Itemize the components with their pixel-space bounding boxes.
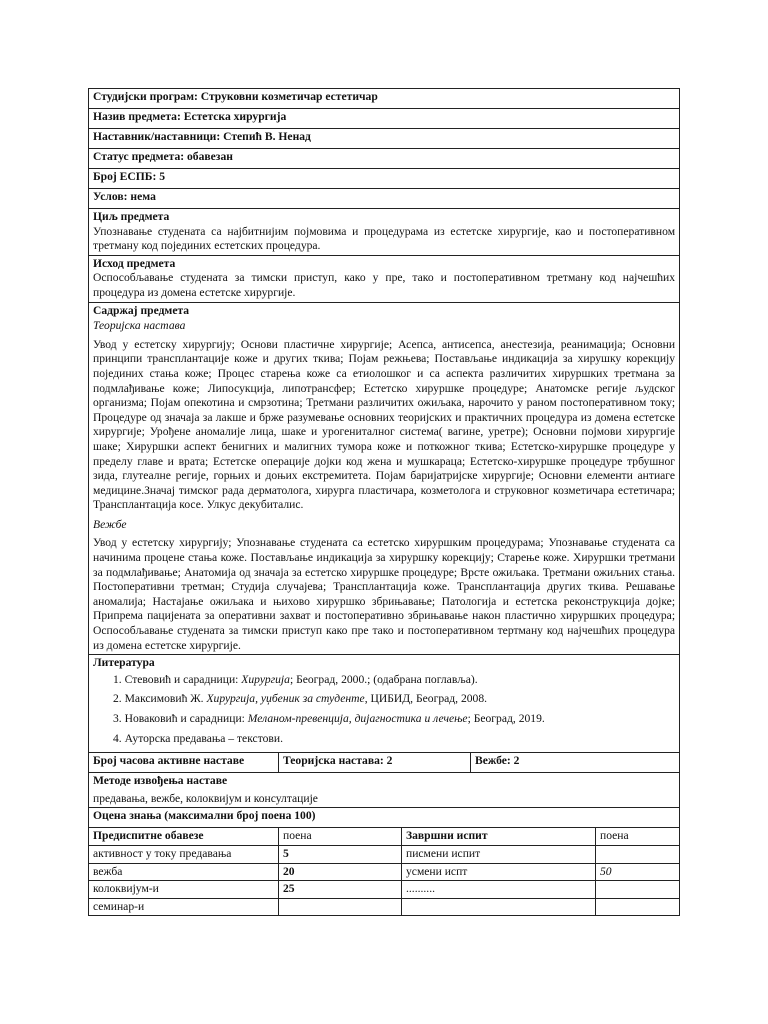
course-goal-section xyxy=(89,209,680,256)
ects-credits: Број ЕСПБ: 5 xyxy=(89,169,680,189)
pre-exam-points: 20 xyxy=(279,863,402,881)
exercise-hours: Вежбе: 2 xyxy=(471,753,680,773)
literature-item: 4. Ауторска предавања – текстови. xyxy=(113,731,283,745)
pre-exam-item: семинар-и xyxy=(89,898,279,916)
final-exam-item: усмени испт xyxy=(402,863,596,881)
course-outcome-heading: Исход предмета xyxy=(93,256,176,270)
final-exam-item xyxy=(402,898,596,916)
literature-item: 2. Максимовић Ж. Хирургија, уџбеник за студенте, ЦИБИД, Београд, 2008. xyxy=(113,692,488,706)
course-outcome-section xyxy=(89,255,680,302)
pre-exam-points: 25 xyxy=(279,881,402,899)
course-content-section xyxy=(89,302,680,655)
grading-heading: Оцена знања (максимални број поена 100) xyxy=(89,808,680,828)
pre-exam-item: вежба xyxy=(89,863,279,881)
final-exam-points xyxy=(596,881,680,899)
pre-exam-points xyxy=(279,898,402,916)
course-syllabus xyxy=(88,88,679,916)
course-content-heading: Садржај предмета xyxy=(93,303,190,317)
pre-exam-item: активност у току предавања xyxy=(89,845,279,863)
literature-item: 3. Новаковић и сарадници: Меланом-превенција, дијагностика и лечење; Београд, 2019. xyxy=(113,712,545,725)
final-exam-points: 50 xyxy=(596,863,680,881)
pre-exam-header: Предиспитне обавезе xyxy=(89,828,279,846)
teaching-methods-heading: Методе извођења наставе xyxy=(93,774,228,788)
literature-heading: Литература xyxy=(93,656,155,670)
theory-text: Увод у естетску хирургију; Основи пластичне хирургије; Асепса, антисепса, анестезија, реанимација; Основни принципи трансплантације коже и других ткива; Појам режњева; Постављање индикација за хирушку корекцију појединих стања коже; Процес старења коже са етиолошког и са аспекта различитих хируршких третмана за подмлађивање коже; Липосукција, липотрансфер; Естетско хируршке процедуре; Анатомске регије људског организма; Појам опекотина и смрзотина; Третмани различитих ожиљака, нарочито у раном постоперативном току; Процедуре од значаја за лакше и брже разумевање основних теоријских и практичних процедура из домена естетске хирургије; Урођене аномалије лица, шаке и урогениталног система( вагине, уретре); Основни појмови хирургије шаке; Хируршки аспект бенигних и малигних тумора коже и поткожног ткива; Естетско-хируршке процедуре у пределу главе и врата; Естетске операције дојки код жена и мушкараца; Естетско-хируршке процедуре трбушног зида, глутеалне регије, горњих и доњих екстремитета. Појам баријатријске хирургије; Основни елементи антиаге медицине.Значај тимског рада дерматолога, хирурга пластичара, козметолога и струковног козметичара естетичара; Трансплантација косе. Улкус декубиталис. xyxy=(93,337,676,512)
points-header-2: поена xyxy=(596,828,680,846)
exercises-label: Вежбе xyxy=(93,517,127,531)
pre-exam-item: колоквијум-и xyxy=(89,881,279,899)
study-program: Студијски програм: Струковни козметичар естетичар xyxy=(89,89,680,109)
final-exam-points xyxy=(596,845,680,863)
prerequisite: Услов: нема xyxy=(89,189,680,209)
teaching-methods-section xyxy=(89,773,680,808)
literature-list xyxy=(93,673,675,746)
pre-exam-points: 5 xyxy=(279,845,402,863)
literature-section xyxy=(89,655,680,753)
teaching-methods-text: предавања, вежбе, колоквијум и консултације xyxy=(93,791,318,805)
exercises-text: Увод у естетску хирургију; Упознавање студената са естетско хируршким процедурама; Упознавање студената са начинима процене стања коже. Постављање индикација за хируршку корекцију; Старење коже. Хируршки третмани за подмлађивање; Анатомија од значаја за естетско хируршке процедуре; Врсте ожиљака. Третмани ожиљних стања. Постоперативни третман; Студија случајева; Трансплантација коже. Трансплантација других ткива. Решавање аномалија; Настајање ожиљака и њихово хируршко збрињавање; Патологија и естетска реконструкција дојке; Припрема пацијената за оперативни захват и постоперативно збрињавање након пластично хируршких процедура; Оспособљавање студената за тимски приступ како пре тако и постоперативном тертману код најчешћих процедура из домена естетске хирургије. xyxy=(93,536,676,652)
final-exam-header: Завршни испит xyxy=(402,828,596,846)
course-goal-heading: Циљ предмета xyxy=(93,210,170,223)
final-exam-item: .......... xyxy=(402,881,596,899)
final-exam-item: писмени испит xyxy=(402,845,596,863)
course-outcome-text: Оспособљавање студената за тимски приступ, како у пре, тако и постоперативном третману код најчешћих процедура из домена естетске хирургије. xyxy=(93,271,676,299)
course-status: Статус предмета: обавезан xyxy=(89,149,680,169)
theory-hours: Теоријска настава: 2 xyxy=(279,753,471,773)
literature-item: 1. Стевовић и сарадници: Хирургија; Београд, 2000.; (одабрана поглавља). xyxy=(113,672,478,686)
points-header: поена xyxy=(279,828,402,846)
course-goal-text: Упознавање студената са најбитнијим појмовима и процедурама из естетске хирургије, као и постоперативном третману код појединих естетских процедура. xyxy=(93,224,676,253)
active-hours-label: Број часова активне наставе xyxy=(89,753,279,773)
course-name: Назив предмета: Естетска хирургија xyxy=(89,109,680,129)
theory-label: Теоријска настава xyxy=(93,319,186,333)
final-exam-points xyxy=(596,898,680,916)
teacher: Наставник/наставници: Степић В. Ненад xyxy=(89,129,680,149)
syllabus-table xyxy=(88,88,680,916)
